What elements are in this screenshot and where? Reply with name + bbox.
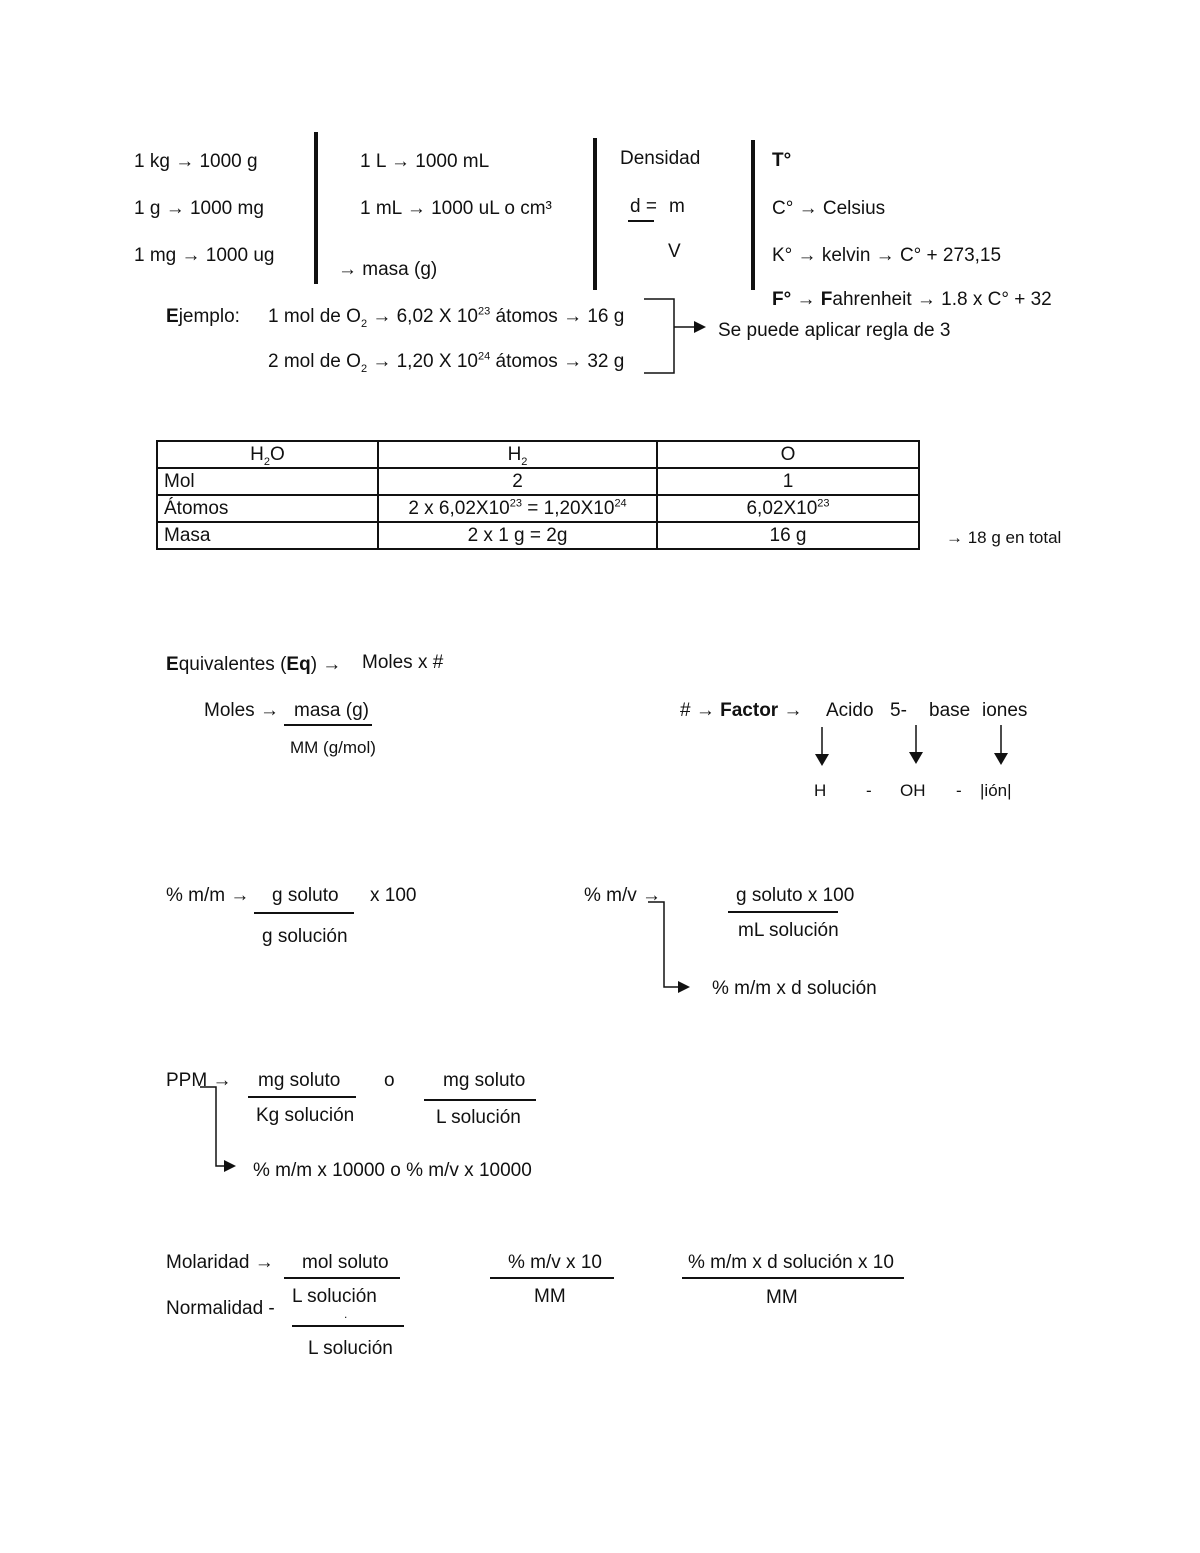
- normalidad-label: Normalidad -: [166, 1298, 275, 1319]
- ppm-arrow-head: [224, 1160, 236, 1172]
- ppm-num-1: mg soluto: [258, 1070, 341, 1091]
- l1b: → 6,02 X 10: [367, 306, 478, 327]
- acido-label: Acido: [826, 700, 874, 721]
- l2-sub: 2: [360, 362, 368, 375]
- oh-label: OH: [900, 781, 926, 800]
- ppm-den-2: L solución: [436, 1107, 521, 1128]
- mm-percent-num: g soluto: [272, 885, 339, 906]
- ppm-num-2: mg soluto: [443, 1070, 526, 1091]
- molaridad-den: L solución: [292, 1286, 377, 1307]
- l2c: átomos → 32 g: [490, 351, 625, 372]
- mm-percent-den: g solución: [262, 926, 348, 947]
- ejemplo-label-rest: jemplo:: [178, 306, 240, 327]
- ppm-label: PPM →: [166, 1070, 232, 1091]
- mm-label: MM (g/mol): [290, 738, 376, 757]
- masa-h2: 2 x 1 g = 2g: [378, 522, 657, 549]
- volume-unit-ml: 1 mL → 1000 uL o cm³: [360, 198, 552, 219]
- moles-label: Moles →: [204, 700, 279, 721]
- ejemplo-label-bold: E: [166, 306, 179, 327]
- ion-label: |ión|: [980, 781, 1012, 800]
- mv-percent-alt: % m/m x d solución: [712, 978, 877, 999]
- iones-label: iones: [982, 700, 1028, 721]
- header-h2o: $H_2O$: [157, 441, 378, 468]
- normalidad-den: L solución: [308, 1338, 393, 1359]
- down-arrow-h: [815, 754, 829, 766]
- mv-percent-num: g soluto x 100: [736, 885, 855, 906]
- ejemplo-bracket: [644, 299, 694, 373]
- mol-h2: 2: [378, 468, 657, 495]
- down-arrow-oh: [909, 752, 923, 764]
- l2b: → 1,20 X 10: [367, 351, 478, 372]
- h-label: H: [814, 781, 827, 800]
- mass-unit-mg: 1 mg → 1000 ug: [134, 245, 275, 266]
- densidad-d: d =: [630, 196, 657, 217]
- masa-o: 16 g: [657, 522, 919, 549]
- total-note: → 18 g en total: [946, 528, 1062, 547]
- ppm-connector: [200, 1087, 226, 1166]
- five-label: 5-: [890, 700, 907, 721]
- equivalentes-formula: Moles x #: [362, 652, 444, 673]
- ejemplo-note: Se puede aplicar regla de 3: [718, 320, 951, 341]
- mol-o: 1: [657, 468, 919, 495]
- molaridad-f3-num: % m/m x d solución x 10: [688, 1252, 894, 1273]
- row-label-atomos: Átomos: [157, 495, 378, 522]
- ppm-o: o: [384, 1070, 395, 1091]
- molaridad-num: mol soluto: [302, 1252, 389, 1273]
- molaridad-f2-den: MM: [534, 1286, 566, 1307]
- mv-percent-den: mL solución: [738, 920, 839, 941]
- base-label: base: [929, 700, 971, 721]
- fahrenheit-rest: ahrenheit → 1.8 x C° + 32: [832, 289, 1052, 310]
- atomos-h2: 2 x $6,02X10^{23} = 1,20X10^{24}$: [378, 495, 657, 522]
- fahrenheit-prefix: F° →: [772, 289, 821, 310]
- mm-percent-label: % m/m →: [166, 885, 250, 906]
- mv-percent-label: % m/v →: [584, 885, 662, 906]
- mv-arrow-head: [678, 981, 690, 993]
- ejemplo-arrow-head: [694, 321, 706, 333]
- densidad-v: V: [668, 241, 681, 262]
- temperature-title: T°: [772, 150, 792, 171]
- l1c: átomos → 16 g: [490, 306, 625, 327]
- down-arrow-ion: [994, 753, 1008, 765]
- l1a: 1 mol de O: [268, 306, 361, 327]
- row-label-masa: Masa: [157, 522, 378, 549]
- ppm-alt: % m/m x 10000 o % m/v x 10000: [253, 1160, 532, 1181]
- dash-2: -: [956, 781, 962, 800]
- molaridad-f3-den: MM: [766, 1287, 798, 1308]
- molaridad-f2-num: % m/v x 10: [508, 1252, 602, 1273]
- masa-g: masa (g): [294, 700, 369, 721]
- temperature-celsius: C° → Celsius: [772, 198, 886, 219]
- l2a: 2 mol de O: [268, 351, 361, 372]
- l2-sup: 24: [477, 350, 491, 363]
- row-label-mol: Mol: [157, 468, 378, 495]
- densidad-m: m: [669, 196, 685, 217]
- masa-note: → masa (g): [338, 259, 438, 280]
- ppm-den-1: Kg solución: [256, 1105, 355, 1126]
- equivalentes-title: Equivalentes (Eq) →: [166, 654, 342, 675]
- mm-percent-x: x 100: [370, 885, 417, 906]
- temperature-kelvin: K° → kelvin → C° + 273,15: [772, 245, 1002, 266]
- molaridad-label: Molaridad →: [166, 1252, 274, 1273]
- dash-1: -: [866, 781, 872, 800]
- l1-sub: 2: [360, 317, 368, 330]
- densidad-title: Densidad: [620, 148, 701, 169]
- mass-unit-kg: 1 kg → 1000 g: [134, 151, 258, 172]
- normalidad-dot: .: [344, 1307, 348, 1321]
- mv-connector: [648, 902, 680, 987]
- mass-unit-g: 1 g → 1000 mg: [134, 198, 264, 219]
- volume-unit-l: 1 L → 1000 mL: [360, 151, 490, 172]
- l1-sup: 23: [477, 305, 491, 318]
- factor-label: # → Factor →: [680, 700, 803, 721]
- atomos-o: $6,02X10^{23}$: [657, 495, 919, 522]
- header-o: O: [657, 441, 919, 468]
- header-h2: $H_2$: [378, 441, 657, 468]
- fahrenheit-f: F: [820, 289, 833, 310]
